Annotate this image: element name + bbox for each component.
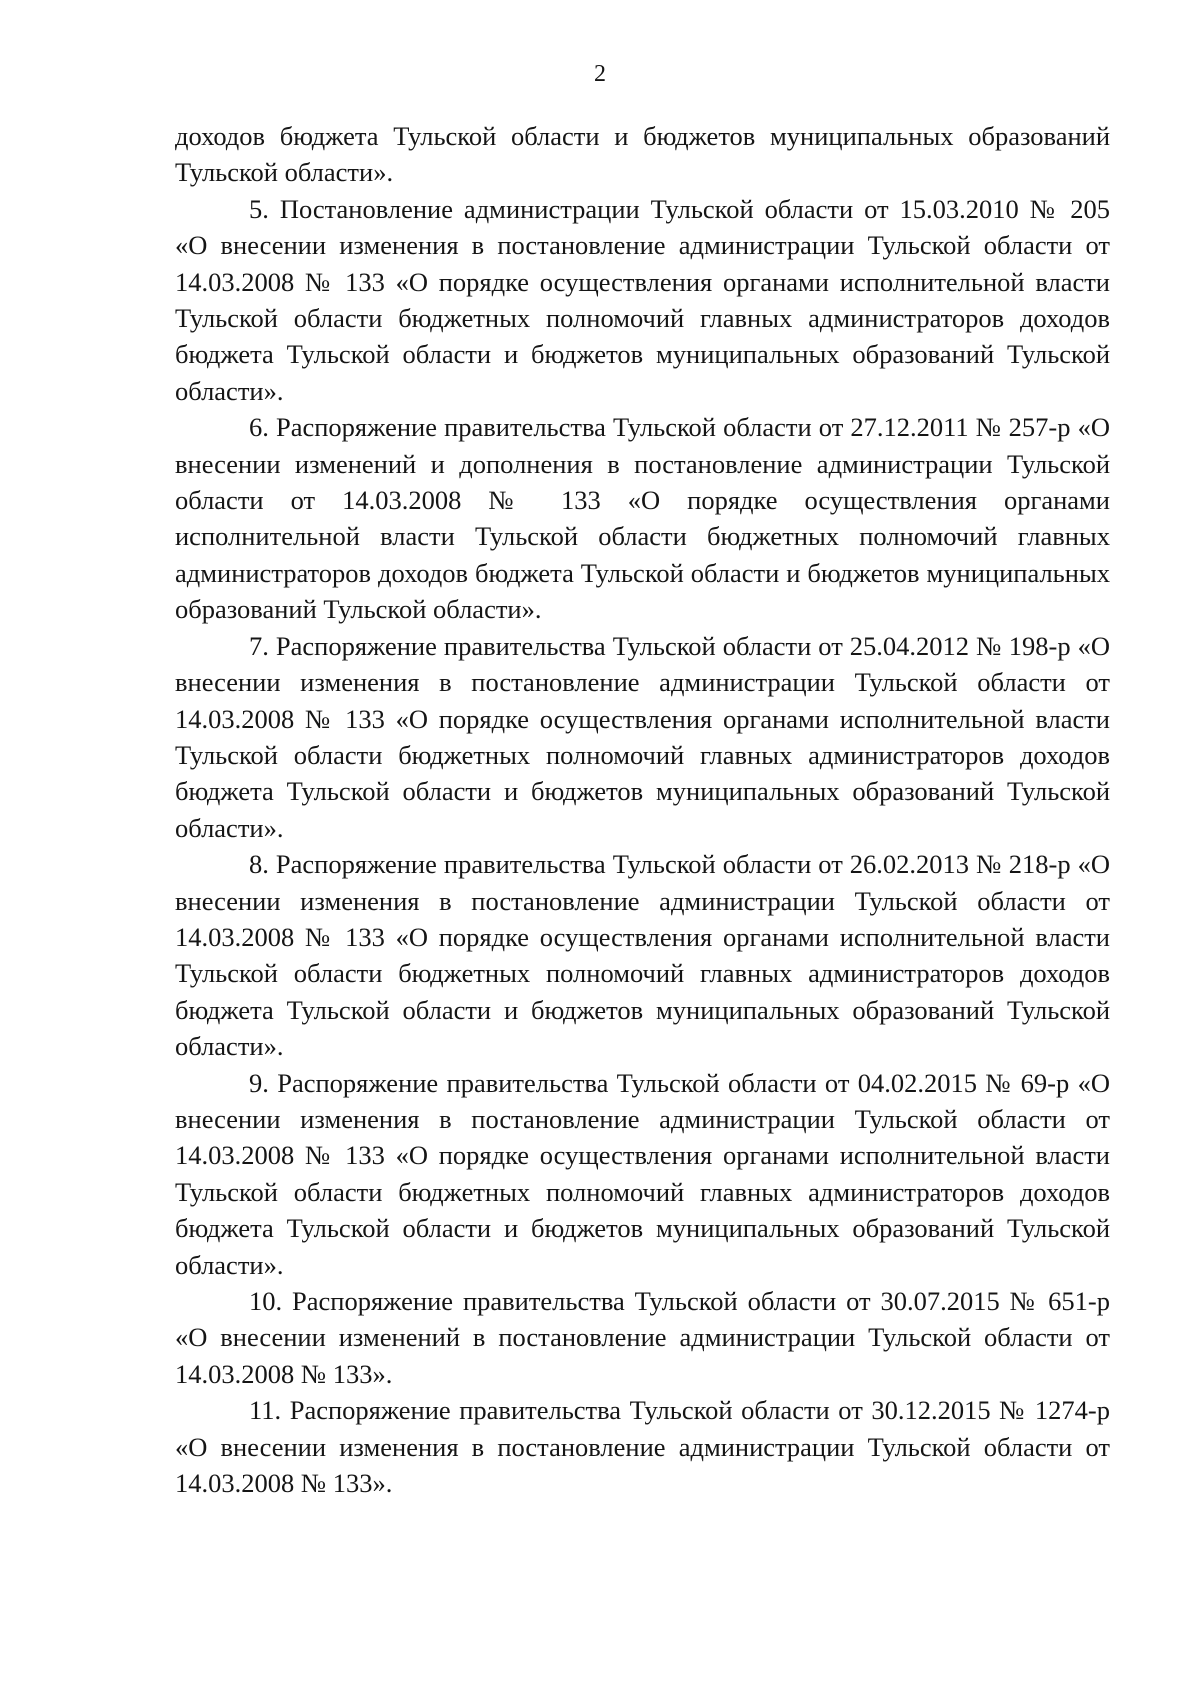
page-number: 2 [594,61,606,87]
list-item-11: 11. Распоряжение правительства Тульской области от 30.12.2015 № 1274-р «О внесении изменения в постановление администрации Тульской области от 14.03.2008 № 133». [175,1395,1110,1499]
list-item-7: 7. Распоряжение правительства Тульской области от 25.04.2012 № 198-р «О внесении изменения в постановление администрации Тульской области от 14.03.2008 № 133 «О порядке осуществления органами исполнительной власти Тульской области бюджетных полномочий главных администраторов доходов бюджета Тульской области и бюджетов муниципальных образований Тульской области». [175,630,1110,843]
list-item-5: 5. Постановление администрации Тульской области от 15.03.2010 № 205 «О внесении изменения в постановление администрации Тульской области от 14.03.2008 № 133 «О порядке осуществления органами исполнительной власти Тульской области бюджетных полномочий главных администраторов доходов бюджета Тульской области и бюджетов муниципальных образований Тульской области». [175,193,1110,406]
document-body [175,118,1110,1501]
list-item-9: 9. Распоряжение правительства Тульской области от 04.02.2015 № 69-р «О внесении изменения в постановление администрации Тульской области от 14.03.2008 № 133 «О порядке осуществления органами исполнительной власти Тульской области бюджетных полномочий главных администраторов доходов бюджета Тульской области и бюджетов муниципальных образований Тульской области». [175,1067,1110,1280]
list-item-8: 8. Распоряжение правительства Тульской области от 26.02.2013 № 218-р «О внесении изменения в постановление администрации Тульской области от 14.03.2008 № 133 «О порядке осуществления органами исполнительной власти Тульской области бюджетных полномочий главных администраторов доходов бюджета Тульской области и бюджетов муниципальных образований Тульской области». [175,849,1110,1062]
list-item-10: 10. Распоряжение правительства Тульской области от 30.07.2015 № 651-р «О внесении изменений в постановление администрации Тульской области от 14.03.2008 № 133». [175,1286,1110,1389]
list-item-6: 6. Распоряжение правительства Тульской области от 27.12.2011 № 257-р «О внесении изменений и дополнения в постановление администрации Тульской области от 14.03.2008 № 133 «О порядке осуществления органами исполнительной власти Тульской области бюджетных полномочий главных администраторов доходов бюджета Тульской области и бюджетов муниципальных образований Тульской области». [175,412,1110,625]
paragraph-continuation: доходов бюджета Тульской области и бюджетов муниципальных образований Тульской области». [175,121,1110,188]
